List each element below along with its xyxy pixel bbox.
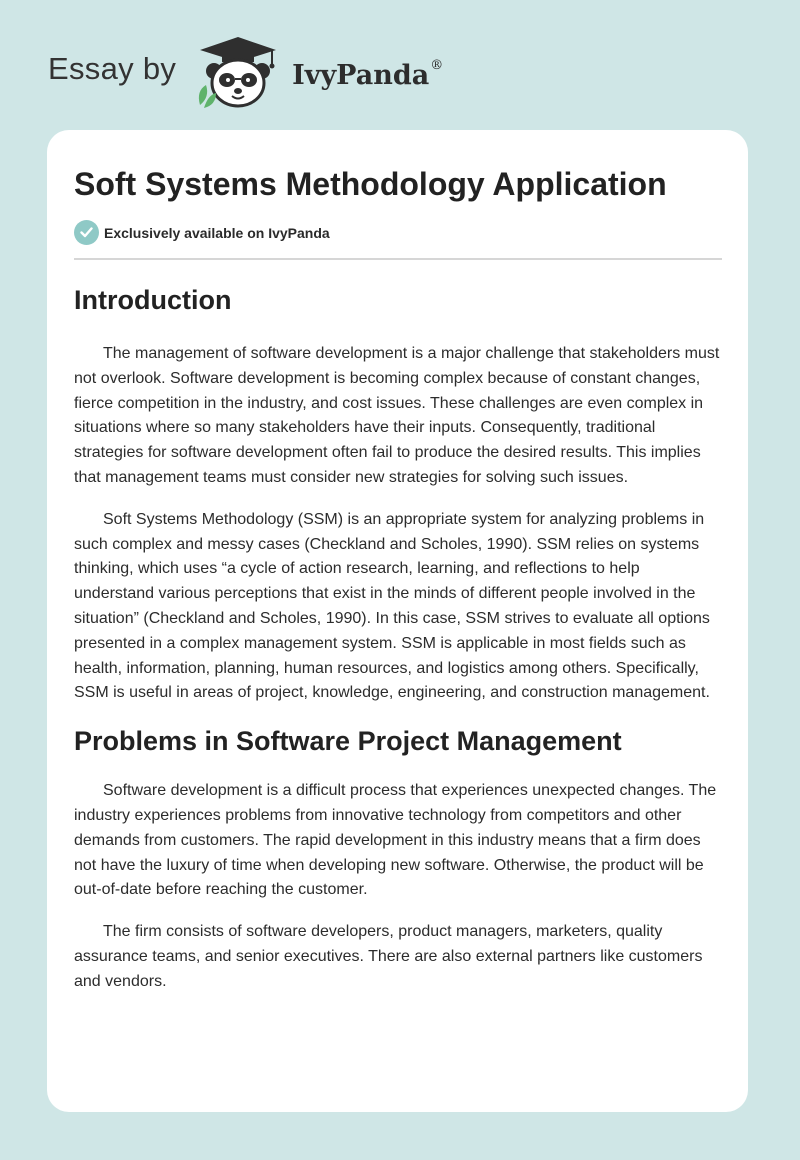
check-circle-icon bbox=[74, 220, 99, 245]
panda-graduate-logo-icon[interactable] bbox=[192, 35, 284, 109]
paragraph: The management of software development is a major challenge that stakeholders must not overlook. Software development is becoming complex because of constant changes, fierce competition in the industry, and cost issues. These challenges are even complex in situations where so many stakeholders have their inputs. Consequently, traditional strategies for software development often fail to produce the desired results. This implies that management teams must consider new strategies for solving such issues. bbox=[74, 345, 720, 486]
exclusive-badge bbox=[74, 220, 722, 245]
brand-prefix: Essay by bbox=[48, 51, 177, 86]
exclusive-label: Exclusively available on IvyPanda bbox=[104, 224, 330, 241]
paragraph: Soft Systems Methodology (SSM) is an appropriate system for analyzing problems in such complex and messy cases (Checkland and Scholes, 1990). SSM relies on systems thinking, which uses “a cycle of action research, learning, and reflections to help understand various perceptions that exist in the minds of different people involved in the situation” (Checkland and Scholes, 1990). In this case, SSM strives to evaluate all options presented in a complex management system. SSM is applicable in most fields such as health, information, planning, human resources, and logistics among others. Specifically, SSM is useful in areas of project, knowledge, engineering, and construction management. bbox=[74, 510, 710, 702]
paragraph: Software development is a difficult process that experiences unexpected changes. The industry experiences problems from innovative technology from competitors and other demands from customers. The rapid development in this industry means that a firm does not have the luxury of time when developing new software. Otherwise, the product will be out-of-date before reaching the customer. bbox=[74, 782, 717, 899]
site-header bbox=[48, 34, 443, 114]
section-heading-introduction: Introduction bbox=[74, 285, 232, 315]
trademark-mark: ® bbox=[430, 57, 444, 73]
brand-name[interactable]: IvyPanda® bbox=[292, 57, 444, 91]
paragraph: The firm consists of software developers, product managers, marketers, quality assurance teams, and senior executives. There are also external partners like customers and vendors. bbox=[74, 923, 703, 990]
page-title: Soft Systems Methodology Application bbox=[74, 166, 667, 202]
title-divider bbox=[74, 258, 722, 260]
section-heading-problems: Problems in Software Project Management bbox=[74, 726, 622, 757]
essay-card bbox=[47, 130, 748, 1112]
